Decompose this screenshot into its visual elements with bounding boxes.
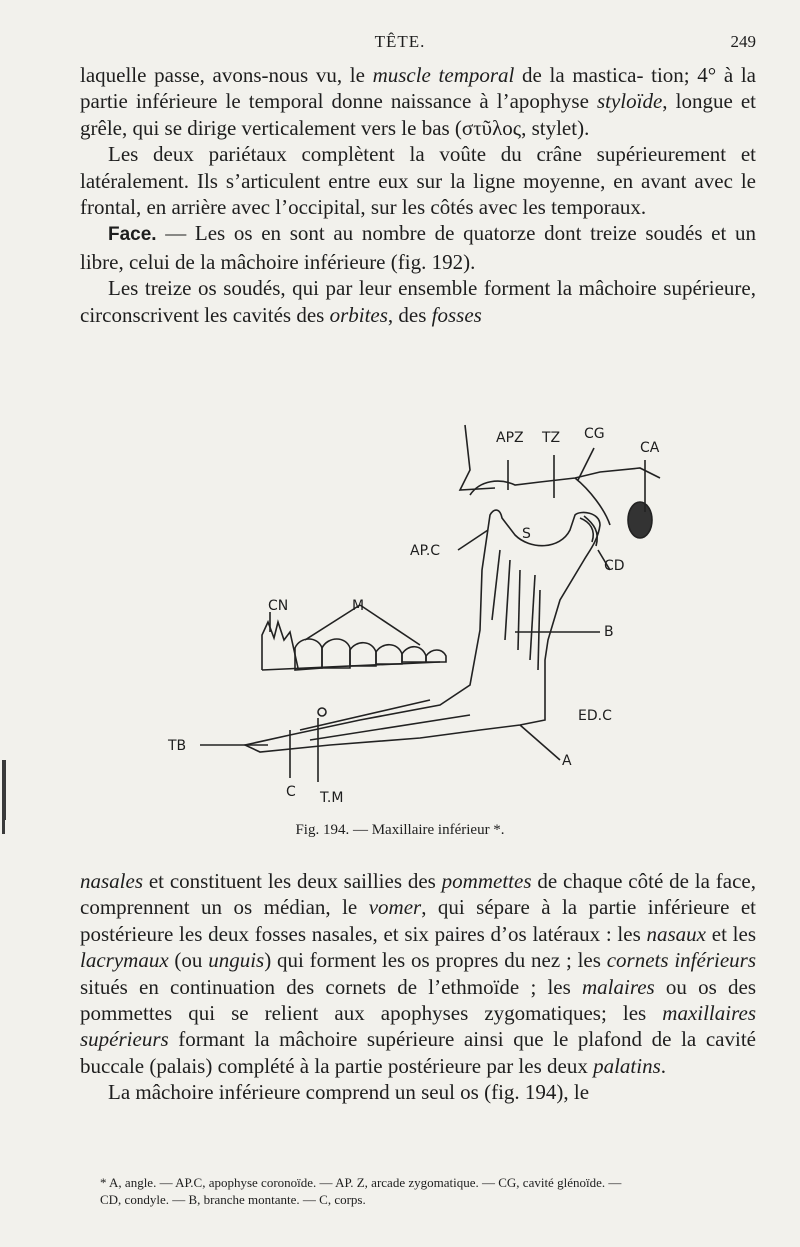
paragraph: laquelle passe, avons-nous vu, le muscle temporal de la mastica- tion; 4° à la partie inférieure le temporal donne naissance à l’apophyse styloïde, longue et grêle, qui se dirige verticalement vers le bas (στῦλος, stylet). (80, 63, 756, 140)
paragraph: Les deux pariétaux complètent la voûte du crâne supérieurement et latéralement. Ils s’articulent entre eux sur la ligne moyenne, en avant avec le frontal, en arrière avec l’occipital, sur les côtés avec les temporaux. (80, 142, 756, 220)
running-header: TÊTE. (374, 32, 426, 51)
label-tb: TB (168, 738, 187, 754)
zygomatic-outline (470, 468, 660, 495)
page-number: 249 (730, 32, 756, 51)
section-heading: Face. (108, 224, 157, 246)
label-s: S (522, 526, 531, 542)
footnote-line: * A, angle. — AP.C, apophyse coronoïde. — AP. Z, arcade zygomatique. — CG, cavité glénoïde. — (100, 1175, 622, 1190)
label-apz: APZ (496, 430, 524, 446)
label-tz: TZ (542, 430, 561, 446)
label-tm: T.M (320, 790, 344, 806)
paragraph: La mâchoire inférieure comprend un seul os (fig. 194), le (108, 1080, 590, 1105)
label-b: B (604, 624, 614, 640)
incisors (262, 622, 298, 670)
top-text-block (80, 62, 756, 328)
label-a: A (562, 753, 572, 769)
footnote-line: CD, condyle. — B, branche montante. — C, corps. (100, 1192, 366, 1207)
paragraph: nasales et constituent les deux saillies des pommettes de chaque côté de la face, comprennent un os médian, le vomer, qui sépare à la partie inférieure et postérieure les deux fosses nasales, et six paires d’os latéraux : les nasaux et les lacrymaux (ou unguis) qui forment les os propres du nez ; les cornets inférieurs situés en continuation des cornets de l’ethmoïde ; les malaires ou os des pommettes qui se relient aux apophyses zygomatiques; les maxillaires supérieurs formant la mâchoire supérieure ainsi que le plafond de la cavité buccale (palais) complété à la partie postérieure par les deux palatins. (80, 869, 756, 1078)
label-m: M (352, 598, 365, 614)
mandible-figure (0, 400, 800, 820)
label-cn: CN (268, 598, 289, 614)
label-ca: CA (640, 440, 660, 456)
label-cg: CG (584, 426, 605, 442)
skull-edge (460, 425, 495, 490)
bottom-text-block (80, 868, 756, 1106)
label-cd: CD (604, 558, 625, 574)
figure-caption: Fig. 194. — Maxillaire inférieur *. (295, 822, 505, 838)
footnote (100, 1174, 760, 1208)
label-apc: AP.C (410, 543, 441, 559)
label-c: C (286, 784, 296, 800)
paragraph: Face. — Les os en sont au nombre de quatorze dont treize soudés et un libre, celui de la mâchoire inférieure (fig. 192). (80, 221, 756, 274)
label-edc: ED.C (578, 708, 612, 724)
mandible-illustration (0, 400, 800, 820)
paragraph: Les treize os soudés, qui par leur ensemble forment la mâchoire supérieure, circonscrivent les cavités des orbites, des fosses (80, 276, 756, 327)
